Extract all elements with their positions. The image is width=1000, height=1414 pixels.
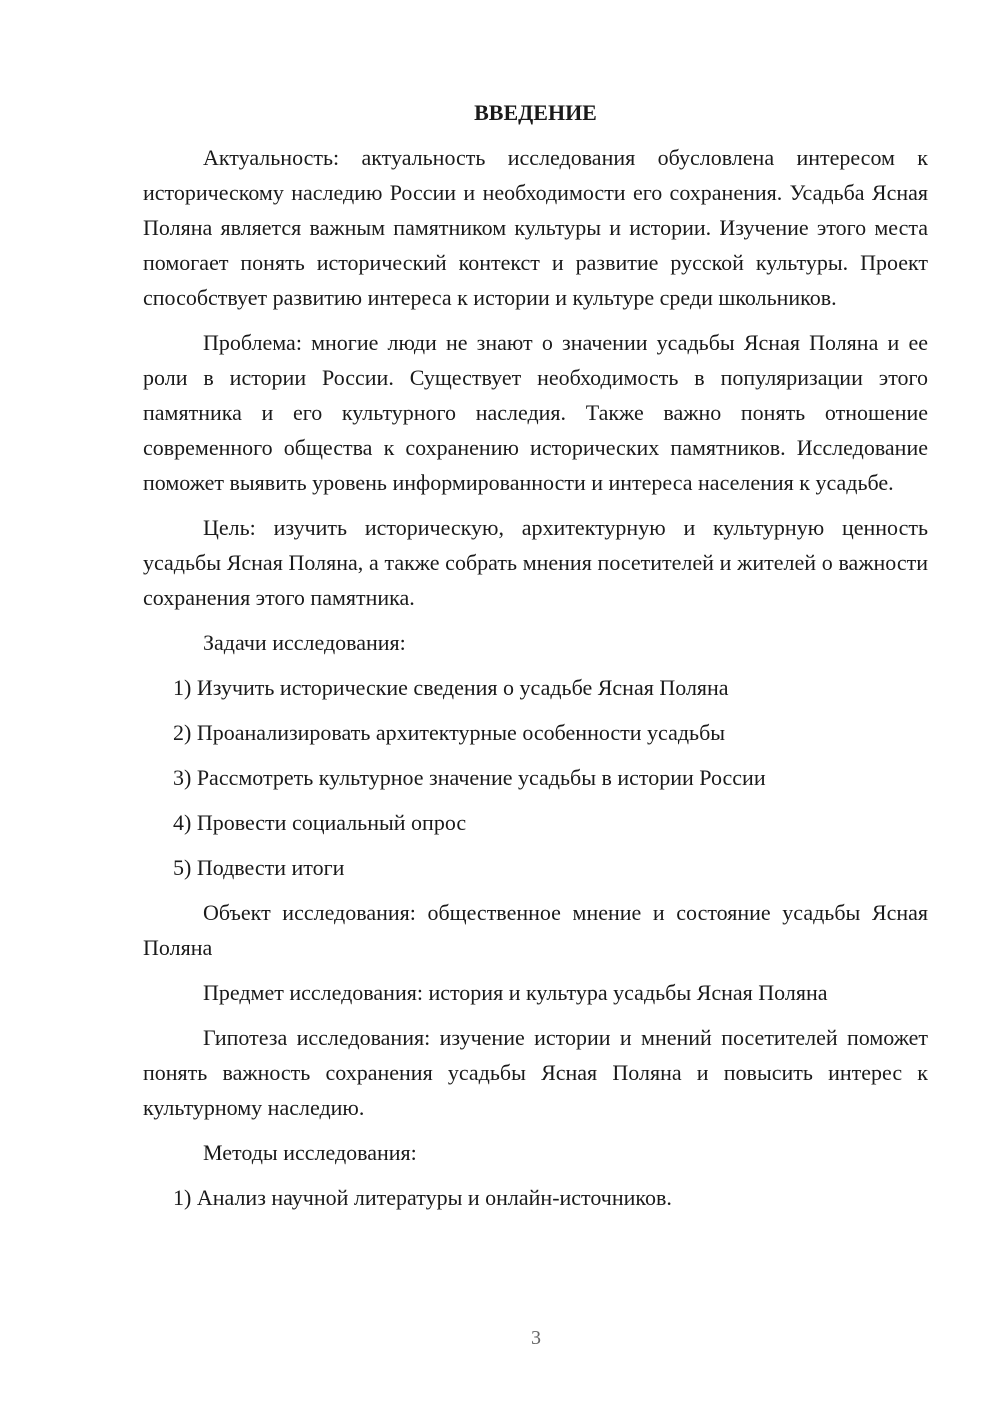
methods-heading: Методы исследования:: [203, 1140, 417, 1165]
task-item-4: 4) Провести социальный опрос: [173, 810, 467, 835]
paragraph-goal: Цель: изучить историческую, архитектурную и культурную ценность усадьбы Ясная Поляна, а также собрать мнения посетителей и жителей о важности сохранения этого памятника.: [143, 515, 928, 610]
task-item-5: 5) Подвести итоги: [173, 855, 345, 880]
paragraph-problem: Проблема: многие люди не знают о значении усадьбы Ясная Поляна и ее роли в истории России. Существует необходимость в популяризации этого памятника и его культурного наследия. Также важно понять отношение современного общества к сохранению исторических памятников. Исследование поможет выявить уровень информированности и интереса населения к усадьбе.: [143, 330, 928, 495]
paragraph-relevance: Актуальность: актуальность исследования обусловлена интересом к историческому наследию России и необходимости его сохранения. Усадьба Ясная Поляна является важным памятником культуры и истории. Изучение этого места помогает понять исторический контекст и развитие русской культуры. Проект способствует развитию интереса к истории и культуре среди школьников.: [143, 145, 928, 310]
task-item-2: 2) Проанализировать архитектурные особенности усадьбы: [173, 720, 726, 745]
section-title: ВВЕДЕНИЕ: [474, 100, 597, 125]
paragraph-object: Объект исследования: общественное мнение и состояние усадьбы Ясная Поляна: [143, 900, 928, 960]
task-item-3: 3) Рассмотреть культурное значение усадьбы в истории России: [173, 765, 766, 790]
paragraph-hypothesis: Гипотеза исследования: изучение истории и мнений посетителей поможет понять важность сохранения усадьбы Ясная Поляна и повысить интерес к культурному наследию.: [143, 1025, 928, 1120]
paragraph-subject: Предмет исследования: история и культура усадьбы Ясная Поляна: [203, 980, 828, 1005]
tasks-heading: Задачи исследования:: [203, 630, 406, 655]
page-number: 3: [531, 1327, 541, 1349]
method-item-1: 1) Анализ научной литературы и онлайн-источников.: [173, 1185, 672, 1210]
task-item-1: 1) Изучить исторические сведения о усадьбе Ясная Поляна: [173, 675, 729, 700]
document-page: [143, 95, 928, 1225]
